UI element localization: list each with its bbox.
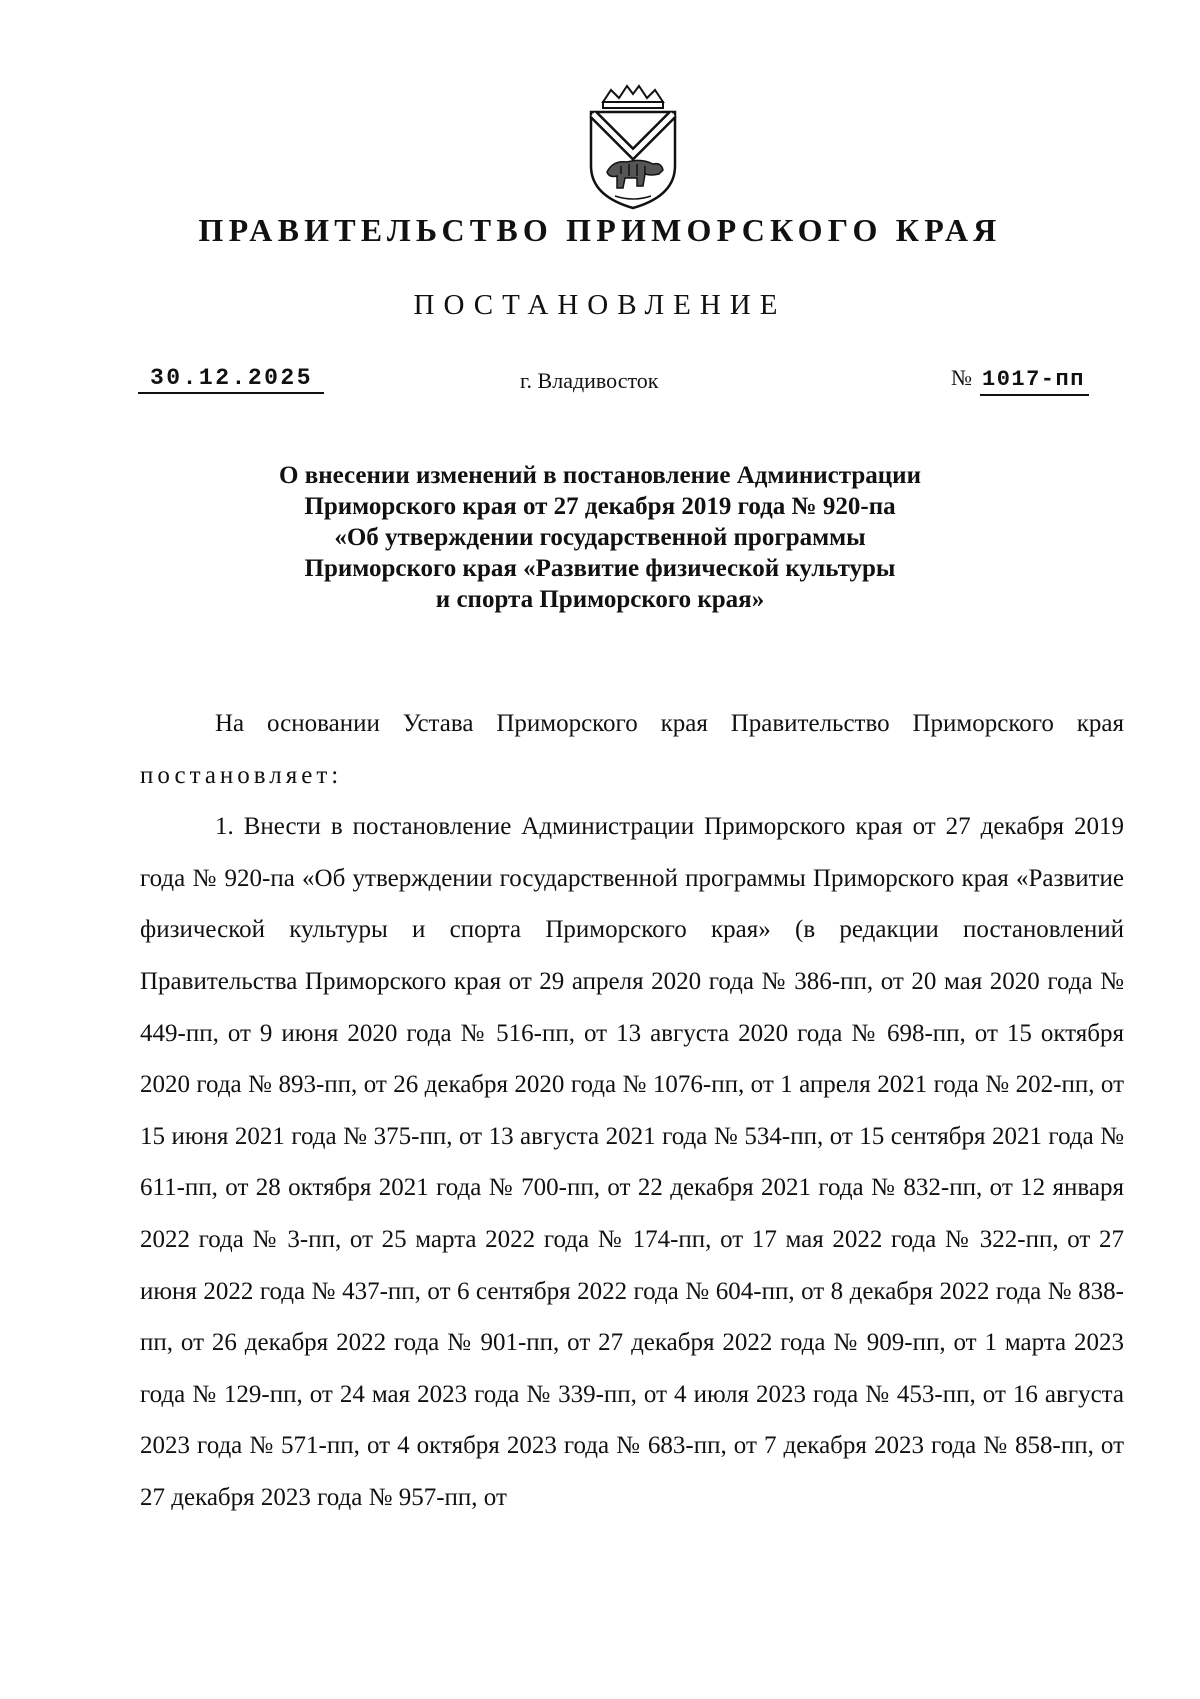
coat-of-arms-icon: [581, 84, 685, 210]
document-body: [140, 698, 1124, 1524]
subject-line: О внесении изменений в постановление Администрации: [279, 462, 921, 489]
document-subject: [160, 460, 1040, 615]
organization-title: ПРАВИТЕЛЬСТВО ПРИМОРСКОГО КРАЯ: [198, 212, 1002, 248]
document-date: 30.12.2025: [138, 364, 324, 394]
subject-line: и спорта Приморского края»: [435, 586, 765, 613]
subject-line: Приморского края «Развитие физической культуры: [304, 555, 896, 582]
preamble-end: :: [331, 761, 339, 789]
document-city: г. Владивосток: [520, 368, 659, 393]
preamble-keyword: постановляет: [140, 761, 332, 789]
subject-line: Приморского края от 27 декабря 2019 года № 920-па: [304, 493, 896, 520]
subject-line: «Об утверждении государственной программы: [334, 524, 866, 551]
number-sign: №: [951, 365, 972, 390]
preamble-paragraph: [140, 698, 1124, 801]
document-number-block: [951, 364, 1089, 396]
preamble-text: На основании Устава Приморского края Правительство Приморского края: [215, 710, 1124, 737]
document-number: 1017-пп: [980, 366, 1089, 396]
item-1-paragraph: 1. Внести в постановление Администрации Приморского края от 27 декабря 2019 года № 920-па «Об утверждении государственной программы Приморского края «Развитие физической культуры и спорта Приморского края» (в редакции постановлений Правительства Приморского края от 29 апреля 2020 года № 386-пп, от 20 мая 2020 года № 449-пп, от 9 июня 2020 года № 516-пп, от 13 августа 2020 года № 698-пп, от 15 октября 2020 года № 893-пп, от 26 декабря 2020 года № 1076-пп, от 1 апреля 2021 года № 202-пп, от 15 июня 2021 года № 375-пп, от 13 августа 2021 года № 534-пп, от 15 сентября 2021 года № 611-пп, от 28 октября 2021 года № 700-пп, от 22 декабря 2021 года № 832-пп, от 12 января 2022 года № 3-пп, от 25 марта 2022 года № 174-пп, от 17 мая 2022 года № 322-пп, от 27 июня 2022 года № 437-пп, от 6 сентября 2022 года № 604-пп, от 8 декабря 2022 года № 838-пп, от 26 декабря 2022 года № 901-пп, от 27 декабря 2022 года № 909-пп, от 1 марта 2023 года № 129-пп, от 24 мая 2023 года № 339-пп, от 4 июля 2023 года № 453-пп, от 16 августа 2023 года № 571-пп, от 4 октября 2023 года № 683-пп, от 7 декабря 2023 года № 858-пп, от 27 декабря 2023 года № 957-пп, от: [140, 813, 1124, 1511]
document-type: ПОСТАНОВЛЕНИЕ: [413, 289, 787, 321]
